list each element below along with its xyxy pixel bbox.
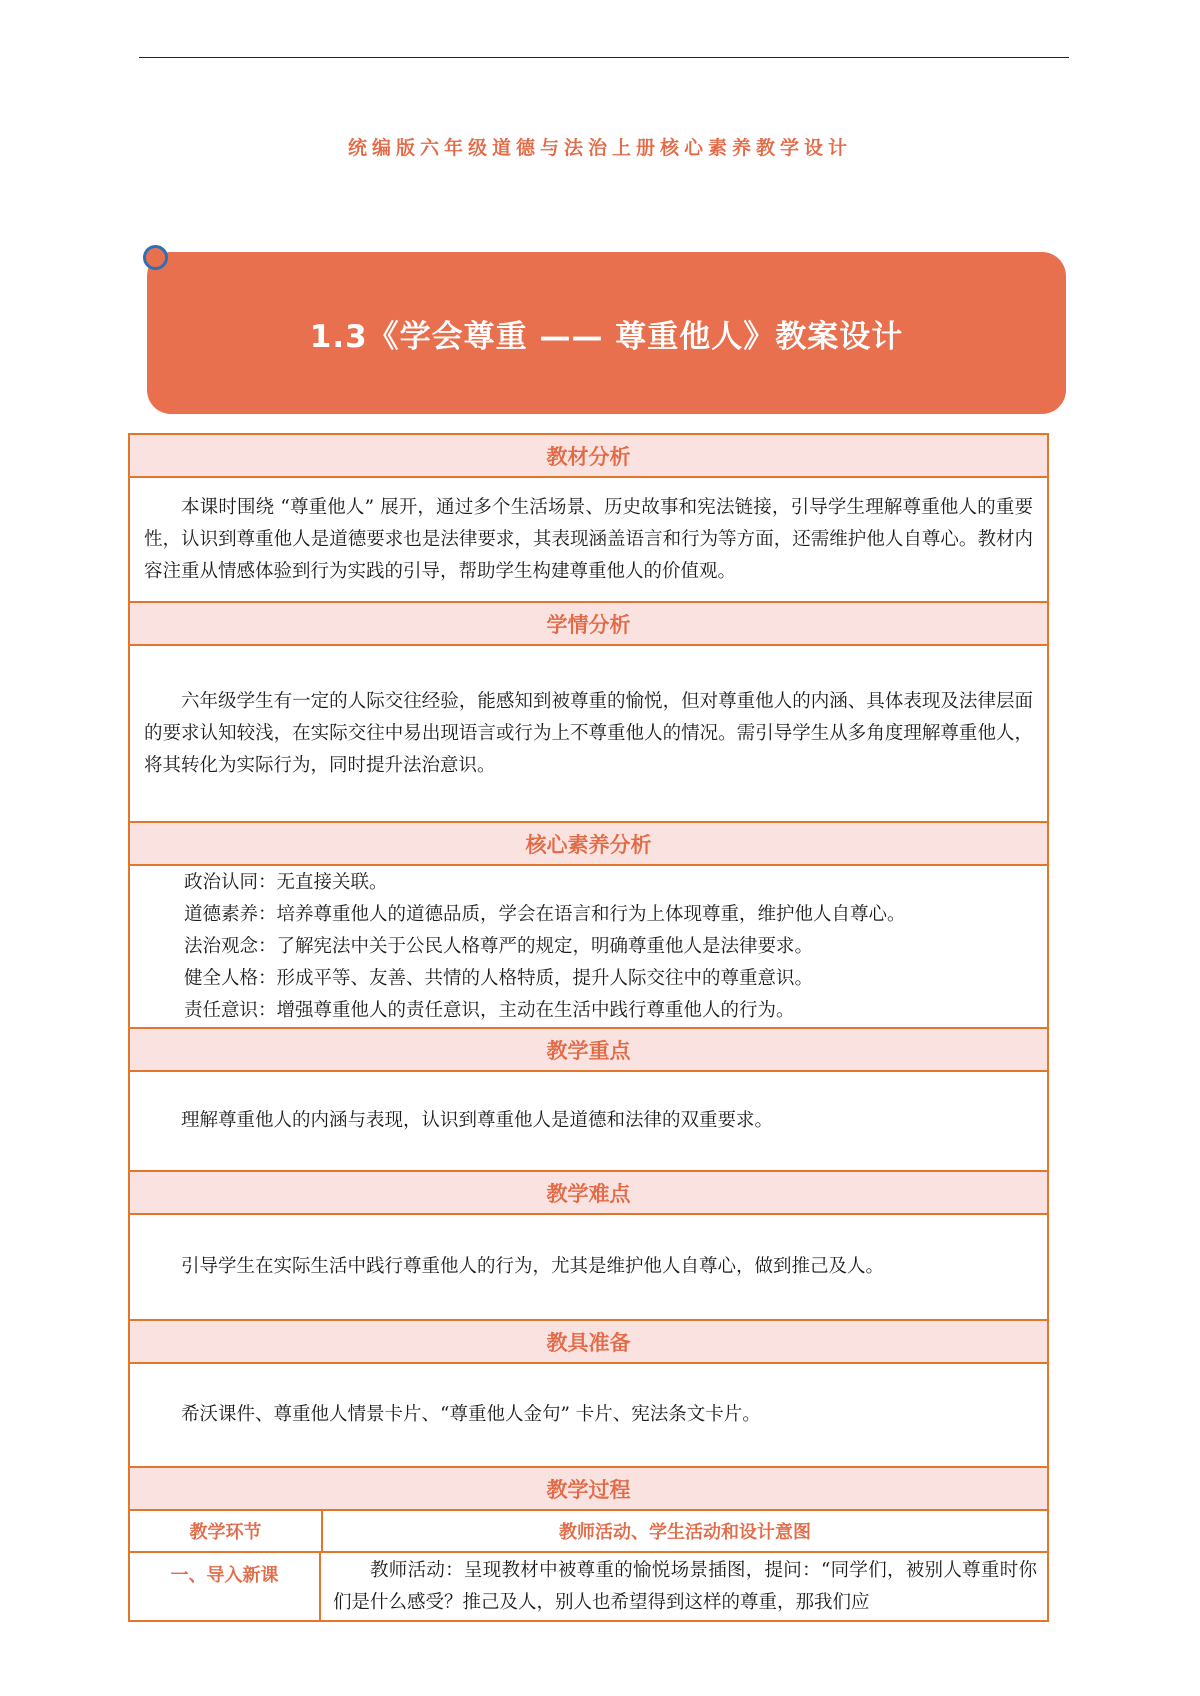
section-body-tools	[130, 1364, 1047, 1468]
column-header-activity: 教师活动、学生活动和设计意图	[559, 1522, 811, 1543]
section-body-difficulty	[130, 1215, 1047, 1321]
section-heading-difficulty: 教学难点	[130, 1172, 1047, 1215]
section-heading-key: 教学重点	[130, 1029, 1047, 1072]
column-header-stage: 教学环节	[130, 1511, 323, 1551]
lesson-plan-table	[128, 433, 1049, 1622]
section-body-key	[130, 1072, 1047, 1172]
literacy-line: 道德素养：培养尊重他人的道德品质，学会在语言和行为上体现尊重，维护他人自尊心。	[184, 903, 906, 925]
literacy-line: 责任意识：增强尊重他人的责任意识，主动在生活中践行尊重他人的行为。	[184, 999, 795, 1021]
literacy-line: 政治认同：无直接关联。	[184, 871, 388, 893]
section-body-students	[130, 646, 1047, 823]
section-heading-process: 教学过程	[130, 1468, 1047, 1511]
top-rule	[139, 57, 1069, 58]
process-content: 教师活动：呈现教材中被尊重的愉悦场景插图，提问：“同学们，被别人尊重时你们是什么感受？推己及人，别人也希望得到这样的尊重，那我们应	[333, 1560, 1037, 1613]
section-body-literacy	[130, 866, 1047, 1029]
process-column-headers	[130, 1511, 1047, 1553]
title-banner	[147, 252, 1066, 414]
process-stage: 一、导入新课	[130, 1553, 321, 1620]
key-paragraph: 理解尊重他人的内涵与表现，认识到尊重他人是道德和法律的双重要求。	[181, 1110, 774, 1131]
section-heading-literacy: 核心素养分析	[130, 823, 1047, 866]
material-paragraph: 本课时围绕 “尊重他人” 展开，通过多个生活场景、历史故事和宪法链接，引导学生理解尊重他人的重要性，认识到尊重他人是道德要求也是法律要求，其表现涵盖语言和行为等方面，还需维护他人自尊心。教材内容注重从情感体验到行为实践的引导，帮助学生构建尊重他人的价值观。	[144, 496, 1033, 582]
process-row	[130, 1553, 1047, 1620]
literacy-line: 健全人格：形成平等、友善、共情的人格特质，提升人际交往中的尊重意识。	[184, 967, 814, 989]
section-heading-students: 学情分析	[130, 603, 1047, 646]
lesson-title: 1.3《学会尊重 —— 尊重他人》教案设计	[309, 318, 904, 355]
difficulty-paragraph: 引导学生在实际生活中践行尊重他人的行为，尤其是维护他人自尊心，做到推己及人。	[181, 1256, 885, 1277]
students-paragraph: 六年级学生有一定的人际交往经验，能感知到被尊重的愉悦，但对尊重他人的内涵、具体表现及法律层面的要求认知较浅，在实际交往中易出现语言或行为上不尊重他人的情况。需引导学生从多角度理解尊重他人，将其转化为实际行为，同时提升法治意识。	[144, 690, 1033, 776]
decorative-dot-icon	[143, 245, 168, 270]
running-header: 统编版六年级道德与法治上册核心素养教学设计	[347, 137, 852, 159]
section-body-material	[130, 478, 1047, 603]
literacy-line: 法治观念：了解宪法中关于公民人格尊严的规定，明确尊重他人是法律要求。	[184, 935, 814, 957]
section-heading-tools: 教具准备	[130, 1321, 1047, 1364]
section-heading-material: 教材分析	[130, 435, 1047, 478]
tools-paragraph: 希沃课件、尊重他人情景卡片、“尊重他人金句” 卡片、宪法条文卡片。	[181, 1404, 761, 1425]
